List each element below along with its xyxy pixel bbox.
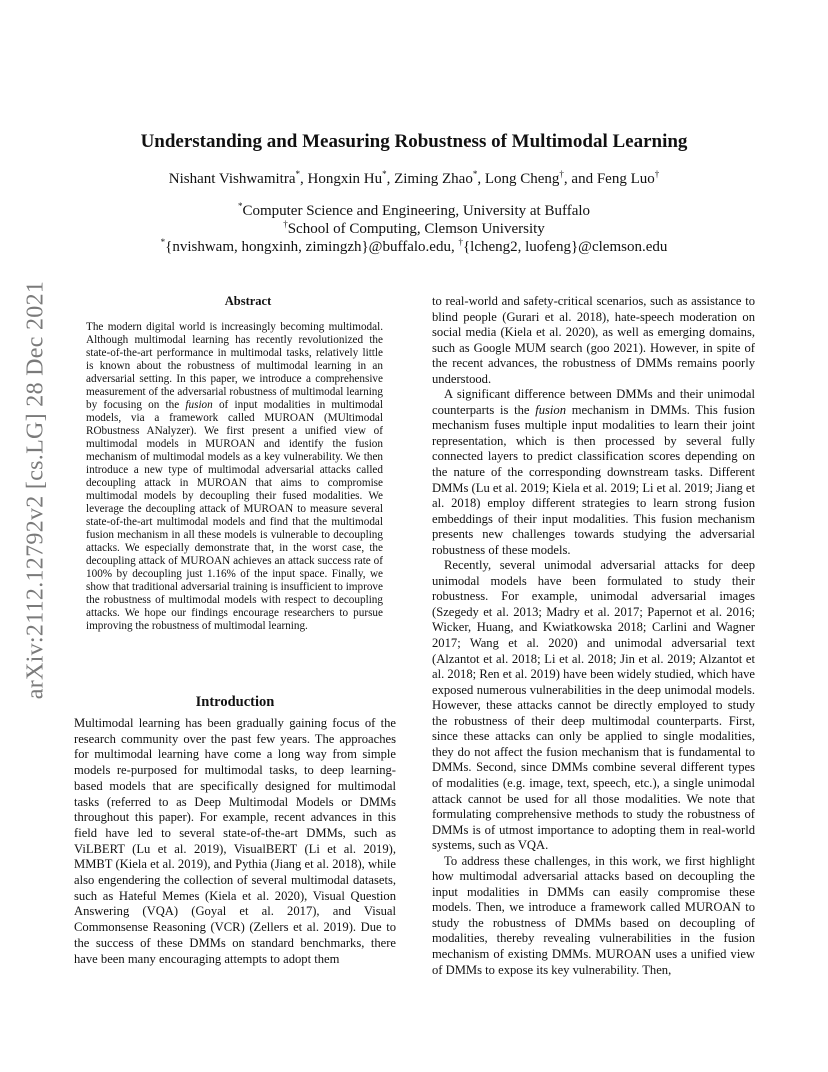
email-text: {nvishwam, hongxinh, zimingzh}@buffalo.edu, <box>165 239 459 255</box>
author-name: Ziming Zhao <box>394 171 473 187</box>
abstract-text: The modern digital world is increasingly becoming multimodal. Although multimodal learning has recently revolutionized the state-of-the-art performance in multimodal tasks, relatively little is known about the robustness of multimodal learning in an adversarial setting. In this paper, we introduce a comprehensive measurement of the adversarial robustness of multimodal learning by focusing on the <box>86 321 383 412</box>
author-name: Long Cheng <box>484 171 560 187</box>
email-line <box>0 239 828 256</box>
author-mark: * <box>472 169 478 179</box>
email-text: {lcheng2, luofeng}@clemson.edu <box>462 239 668 255</box>
author-name: Feng Luo <box>596 171 655 187</box>
paragraph-text: mechanism in DMMs. This fusion mechanism fuses multiple input modalities to learn their joint representation, which is then processed by several fully connected layers to predict classification scores depending on the nature of the corresponding downstream tasks. Different DMMs (Lu et al. 2019; Kiela et al. 2019; Li et al. 2019; Jiang et al. 2018) employ different strategies to learn strong fusion embeddings of their input modalities. This fusion mechanism presents new challenges towards studying the adversarial robustness of these models. <box>432 402 755 557</box>
author-mark: * <box>295 169 300 179</box>
paragraph-emphasis: fusion <box>535 402 567 417</box>
right-column <box>432 294 755 978</box>
arxiv-identifier: arXiv:2112.12792v2 [cs.LG] 28 Dec 2021 <box>22 280 49 700</box>
paper-title: Understanding and Measuring Robustness of Multimodal Learning <box>140 131 688 152</box>
author-name: Nishant Vishwamitra <box>168 171 296 187</box>
author-mark: * <box>382 169 387 179</box>
author-list <box>0 171 828 188</box>
abstract-heading: Abstract <box>224 294 272 308</box>
email-mark: * <box>160 237 166 247</box>
author-mark: † <box>654 169 660 179</box>
paragraph <box>432 387 755 558</box>
paragraph: to real-world and safety-critical scenarios, such as assistance to blind people (Gurari et al. 2018), hate-speech moderation on social media (Kiela et al. 2020), as well as emerging domains, such as Google MUM search (goo 2021). However, in spite of the recent advances, the robustness of DMMs remains poorly understood. <box>432 294 755 386</box>
paragraph-text: A significant difference between DMMs and their unimodal counterparts is the <box>432 387 755 417</box>
author-separator: , <box>477 171 485 187</box>
author-separator: , <box>299 171 308 187</box>
section-heading-introduction: Introduction <box>195 694 275 710</box>
affiliation-mark: † <box>283 219 288 229</box>
paragraph: To address these challenges, in this work, we first highlight how multimodal adversarial attacks based on decoupling the input modalities in DMMs can easily compromise these models. Then, we introduce a framework called MUROAN to study the robustness of DMMs based on decoupling of modalities, thereby revealing vulnerabilities in the fusion mechanism of existing DMMs. MUROAN uses a unified view of DMMs to expose its key vulnerability. Then, <box>432 853 755 977</box>
paragraph: Recently, several unimodal adversarial attacks for deep unimodal models have been formulated to study their robustness. For example, unimodal adversarial images (Szegedy et al. 2013; Madry et al. 2017; Papernot et al. 2016; Wicker, Huang, and Kwiatkowska 2018; Carlini and Wagner 2017; Wang et al. 2020) and unimodal adversarial text (Alzantot et al. 2018; Li et al. 2018; Jin et al. 2019; Alzantot et al. 2018; Ren et al. 2019) have been widely studied, which have exposed numerous vulnerabilities in the deep unimodal models. However, these attacks cannot be directly employed to study the robustness of their deep multimodal counterparts. First, since these attacks can only be applied to single modalities, they do not affect the fusion mechanism that is fundamental to DMMs. Second, since DMMs combine several different types of modalities (e.g. image, text, speech, etc.), a single unimodal attack cannot be used for all those modalities. We note that formulating comprehensive methods to study the robustness of DMMs is of utmost importance to adopting them in real-world systems, such as VQA. <box>432 558 755 853</box>
affiliation-text: School of Computing, Clemson University <box>287 221 545 237</box>
affiliation-text: Computer Science and Engineering, University at Buffalo <box>242 203 591 219</box>
abstract-body <box>86 321 383 633</box>
affiliation <box>0 203 828 220</box>
affiliation-mark: * <box>237 201 243 211</box>
affiliation <box>0 221 828 238</box>
introduction-body <box>74 716 396 967</box>
author-name: Hongxin Hu <box>307 171 383 187</box>
abstract-emphasis: fusion <box>185 399 213 412</box>
author-mark: † <box>559 169 564 179</box>
paragraph: Multimodal learning has been gradually gaining focus of the research community over the past few years. The approaches for multimodal learning have come a long way from simple models re-purposed for multimodal tasks, to deep learning-based models that are specifically designed for multimodal tasks (referred to as Deep Multimodal Models or DMMs throughout this paper). For example, recent advances in this field have led to several state-of-the-art DMMs, such as ViLBERT (Lu et al. 2019), VisualBERT (Li et al. 2019), MMBT (Kiela et al. 2019), and Pythia (Jiang et al. 2018), while also engendering the collection of several multimodal datasets, such as Hateful Memes (Kiela et al. 2020), Visual Question Answering (VQA) (Goyal et al. 2017), and Visual Commonsense Reasoning (VCR) (Zellers et al. 2019). Due to the success of these DMMs on standard benchmarks, there have been many encouraging attempts to adopt them <box>74 716 396 966</box>
author-separator: , <box>386 171 395 187</box>
abstract-text: of input modalities in multimodal models, via a framework called MUROAN (MUltimodal RObustness ANalyzer). We first present a unified view of multimodal models in MUROAN and identify the fusion mechanism of multimodal models as a key vulnerability. We then introduce a new type of multimodal adversarial attacks called decoupling attack in MUROAN that aims to compromise multimodal models by decoupling their fused modalities. We leverage the decoupling attack of MUROAN to measure several state-of-the-art multimodal models and find that the multimodal fusion mechanism in all these models is vulnerable to decoupling attacks. We especially demonstrate that, in the worst case, the decoupling attack of MUROAN achieves an attack success rate of 100% by decoupling just 1.16% of the input space. Finally, we show that traditional adversarial training is insufficient to improve the robustness of multimodal models with respect to decoupling attacks. We hope our findings encourage researchers to pursue improving the robustness of multimodal learning. <box>86 399 383 633</box>
email-mark: † <box>458 237 463 247</box>
author-separator: , and <box>563 171 597 187</box>
